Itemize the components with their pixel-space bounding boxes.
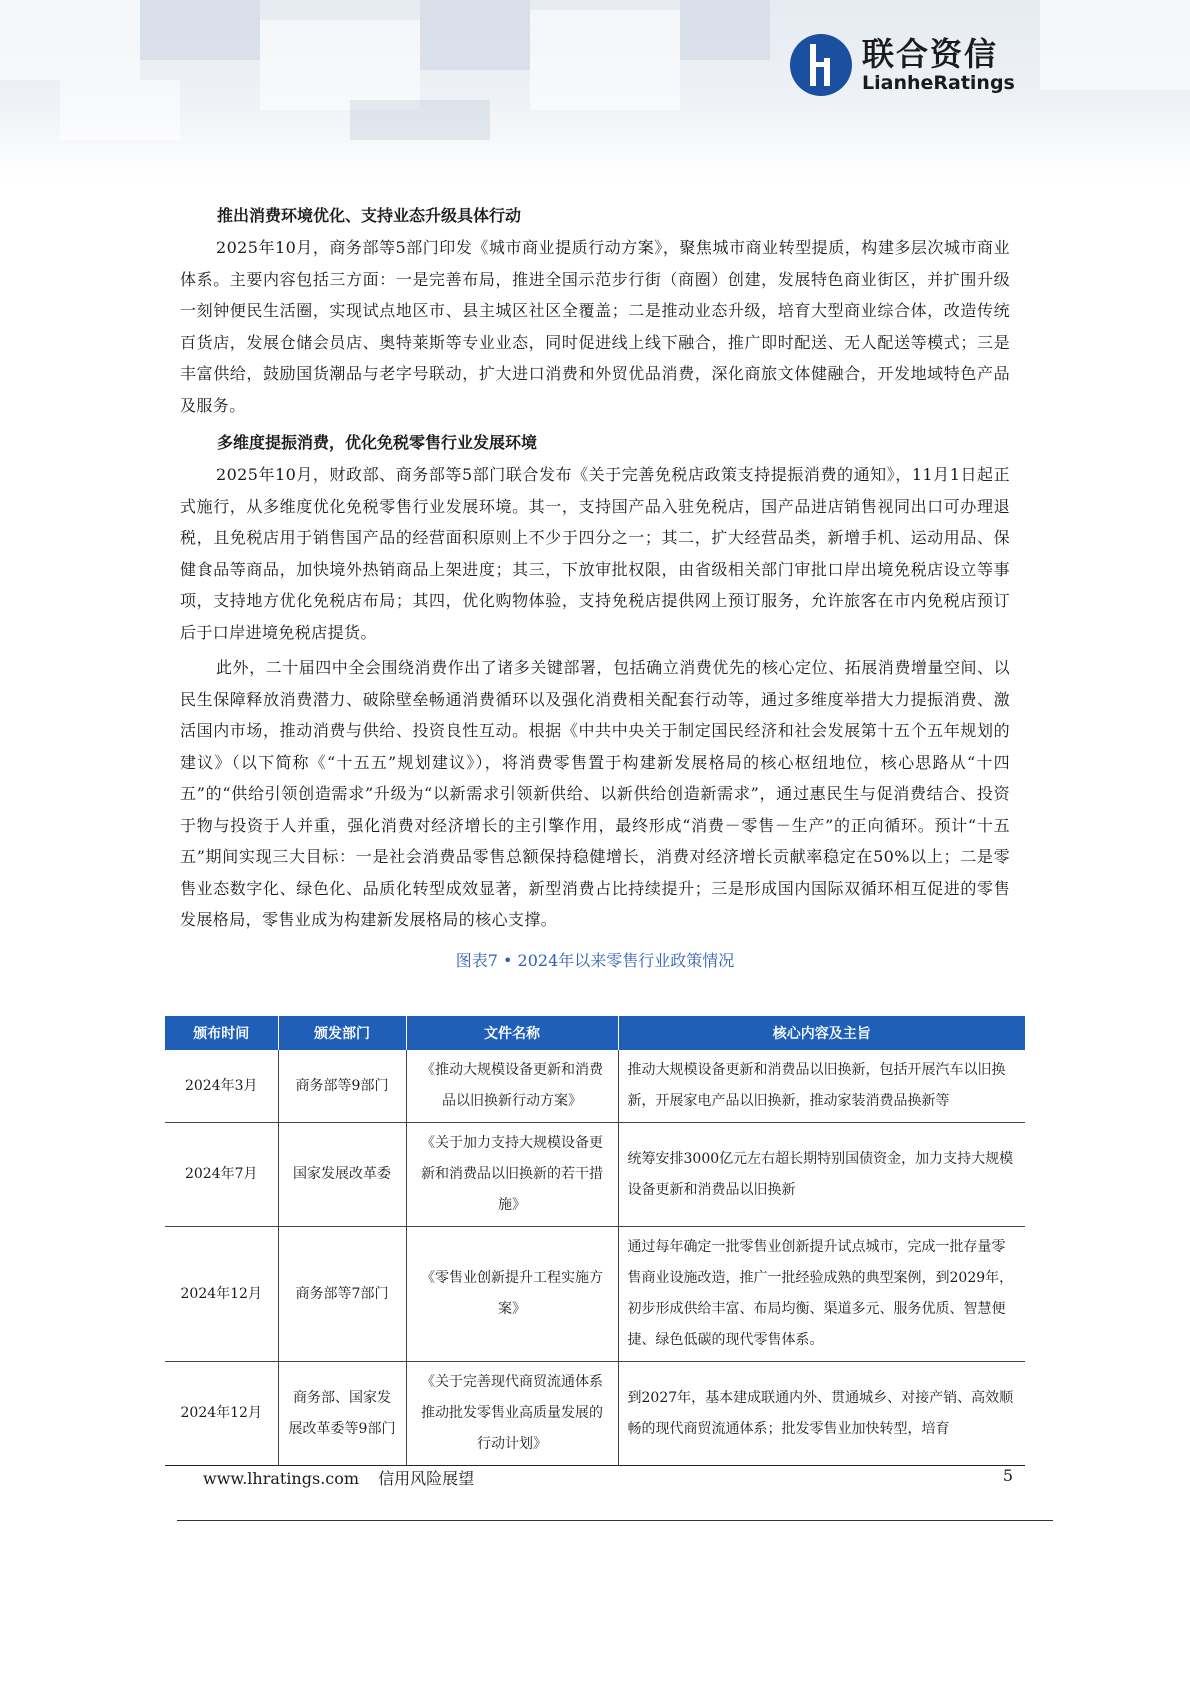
paragraph-3: 此外，二十届四中全会围绕消费作出了诸多关键部署，包括确立消费优先的核心定位、拓展消费增量空间、以民生保障释放消费潜力、破除壁垒畅通消费循环以及强化消费相关配套行动等，通过多维度举措大力提振消费、激活国内市场，推动消费与供给、投资良性互动。根据《中共中央关于制定国民经济和社会发展第十五个五年规划的建议》（以下简称《“十五五”规划建议》），将消费零售置于构建新发展格局的核心枢纽地位，核心思路从“十四五”的“供给引领创造需求”升级为“以新需求引领新供给、以新供给创造新需求”，通过惠民生与促消费结合、投资于物与投资于人并重，强化消费对经济增长的主引擎作用，最终形成“消费－零售－生产”的正向循环。预计“十五五”期间实现三大目标：一是社会消费品零售总额保持稳健增长，消费对经济增长贡献率稳定在50%以上；二是零售业态数字化、绿色化、品质化转型成效显著，新型消费占比持续提升；三是形成国内国际双循环相互促进的零售发展格局，零售业成为构建新发展格局的核心支撑。 (180, 658, 1010, 929)
paragraph-2: 2025年10月，财政部、商务部等5部门联合发布《关于完善免税店政策支持提振消费的通知》，11月1日起正式施行，从多维度优化免税零售行业发展环境。其一，支持国产品入驻免税店，国产品进店销售视同出口可办理退税，且免税店用于销售国产品的经营面积原则上不少于四分之一；其二，扩大经营品类，新增手机、运动用品、保健食品等商品，加快境外热销商品上架进度；其三，下放审批权限，由省级相关部门审批口岸出境免税店设立等事项，支持地方优化免税店布局；其四，优化购物体验，支持免税店提供网上预订服务，允许旅客在市内免税店预订后于口岸进境免税店提货。 (180, 465, 1010, 642)
cell-dept: 商务部、国家发展改革委等9部门 (278, 1362, 406, 1466)
company-logo (790, 30, 1020, 100)
cell-dept: 商务部等9部门 (278, 1050, 406, 1123)
footer-website-link[interactable]: www.lhratings.com (203, 1469, 360, 1488)
table-caption: 图表7 • 2024年以来零售行业政策情况 (455, 950, 735, 970)
table-row (165, 1362, 1025, 1466)
logo-icon (790, 34, 852, 96)
logo-en-text: LianheRatings (862, 72, 1015, 94)
header-doc: 文件名称 (406, 1016, 618, 1050)
table-header-row (165, 1016, 1025, 1050)
table-row (165, 1123, 1025, 1227)
cell-date: 2024年3月 (165, 1050, 278, 1123)
cell-date: 2024年12月 (165, 1227, 278, 1362)
policy-table (165, 1016, 1025, 1466)
section-heading-1: 推出消费环境优化、支持业态升级具体行动 (217, 206, 522, 225)
header-content: 核心内容及主旨 (618, 1016, 1025, 1050)
main-content (180, 200, 1010, 979)
cell-content: 推动大规模设备更新和消费品以旧换新，包括开展汽车以旧换新，开展家电产品以旧换新，推动家装消费品换新等 (618, 1050, 1025, 1123)
table-row (165, 1050, 1025, 1123)
cell-dept: 国家发展改革委 (278, 1123, 406, 1227)
paragraph-1: 2025年10月，商务部等5部门印发《城市商业提质行动方案》，聚焦城市商业转型提质，构建多层次城市商业体系。主要内容包括三方面：一是完善布局，推进全国示范步行街（商圈）创建，发展特色商业街区，并扩围升级一刻钟便民生活圈，实现试点地区市、县主城区社区全覆盖；二是推动业态升级，培育大型商业综合体，改造传统百货店，发展仓储会员店、奥特莱斯等专业业态，同时促进线上线下融合，推广即时配送、无人配送等模式；三是丰富供给，鼓励国货潮品与老字号联动，扩大进口消费和外贸优品消费，深化商旅文体健融合，开发地域特色产品及服务。 (180, 238, 1010, 415)
cell-date: 2024年12月 (165, 1362, 278, 1466)
cell-doc: 《关于完善现代商贸流通体系推动批发零售业高质量发展的行动计划》 (406, 1362, 618, 1466)
cell-dept: 商务部等7部门 (278, 1227, 406, 1362)
cell-doc: 《推动大规模设备更新和消费品以旧换新行动方案》 (406, 1050, 618, 1123)
page-number: 5 (1002, 1466, 1013, 1485)
footer-title: 信用风险展望 (378, 1469, 475, 1488)
header-dept: 颁发部门 (278, 1016, 406, 1050)
cell-content: 到2027年，基本建成联通内外、贯通城乡、对接产销、高效顺畅的现代商贸流通体系；批发零售业加快转型，培育 (618, 1362, 1025, 1466)
logo-cn-text: 联合资信 (862, 35, 999, 73)
page-footer (203, 1466, 1013, 1489)
section-heading-2: 多维度提振消费，优化免税零售行业发展环境 (217, 433, 538, 452)
header-date: 颁布时间 (165, 1016, 278, 1050)
cell-content: 统筹安排3000亿元左右超长期特别国债资金，加力支持大规模设备更新和消费品以旧换新 (618, 1123, 1025, 1227)
cell-doc: 《零售业创新提升工程实施方案》 (406, 1227, 618, 1362)
cell-doc: 《关于加力支持大规模设备更新和消费品以旧换新的若干措施》 (406, 1123, 618, 1227)
cell-date: 2024年7月 (165, 1123, 278, 1227)
table-row (165, 1227, 1025, 1362)
cell-content: 通过每年确定一批零售业创新提升试点城市，完成一批存量零售商业设施改造，推广一批经验成熟的典型案例，到2029年，初步形成供给丰富、布局均衡、渠道多元、服务优质、智慧便捷、绿色低碳的现代零售体系。 (618, 1227, 1025, 1362)
footer-divider (177, 1520, 1053, 1521)
